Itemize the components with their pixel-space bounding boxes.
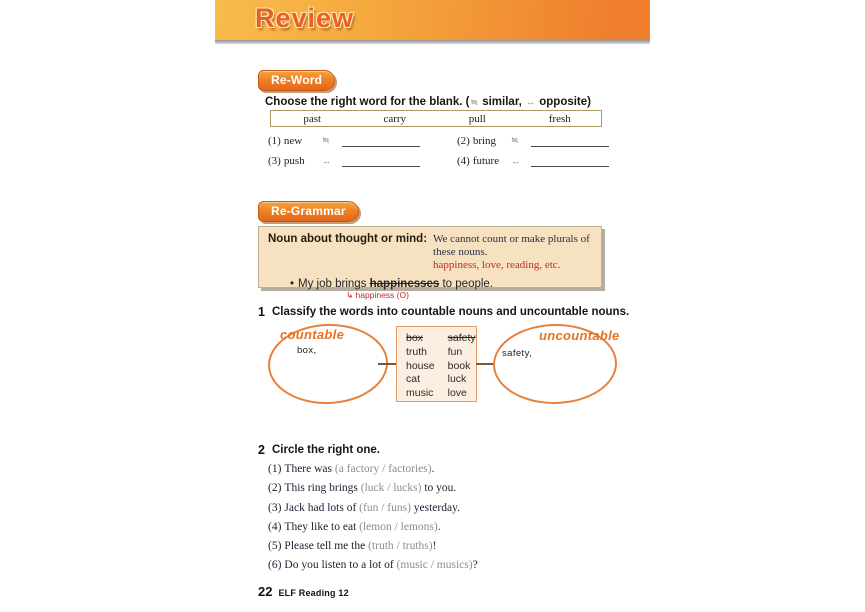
classify-diagram (268, 322, 620, 410)
diagram-word-crossed: box (406, 332, 423, 344)
question-text: There was (284, 463, 335, 475)
question-text: Jack had lots of (284, 501, 360, 514)
item-number: (4) (457, 155, 470, 167)
question-options: (fun / funs) (359, 501, 411, 514)
question-text: This ring brings (284, 482, 361, 495)
question-line-3 (268, 499, 478, 518)
diagram-word: truth (406, 345, 428, 358)
grammar-correction (346, 291, 592, 300)
relation-symbol: ↔ (322, 156, 331, 166)
question-text: to you. (421, 482, 457, 495)
grammar-note-text: We cannot count or make plurals of these nouns. (433, 233, 590, 258)
connector-line-left (378, 363, 397, 365)
diagram-word: love (447, 387, 467, 400)
reword-instruction (265, 96, 591, 108)
question-text: ? (472, 559, 478, 572)
page-footer (258, 584, 349, 599)
question-line-5 (268, 537, 478, 556)
item-number: (3) (268, 155, 281, 167)
diagram-word: house (406, 359, 435, 372)
relation-symbol: ≒ (322, 135, 330, 145)
answer-blank (531, 134, 609, 147)
diagram-word: music (406, 387, 434, 400)
item-number: (2) (457, 135, 470, 147)
page-header-banner (215, 0, 650, 40)
diagram-word-crossed: safety (447, 332, 476, 344)
correction-arrow-icon: ↳ (346, 290, 354, 300)
answer-blank (342, 134, 420, 147)
question-text: . (431, 463, 435, 475)
book-title: ELF Reading 12 (278, 588, 349, 598)
connector-line-right (476, 363, 494, 365)
diagram-word-box (396, 326, 477, 402)
fill-item-4 (457, 153, 609, 167)
fill-item-label (457, 155, 509, 167)
relation-symbol: ↔ (511, 156, 520, 166)
fill-item-label (268, 155, 320, 167)
activity2-number: 2 (258, 443, 265, 457)
answer-blank (531, 154, 609, 167)
question-text: ! (432, 540, 437, 553)
uncountable-written-answer: safety, (502, 348, 533, 359)
opposite-label: opposite) (536, 96, 591, 108)
example-post: to people. (439, 278, 494, 290)
diagram-word: luck (447, 373, 467, 386)
item-word: push (283, 155, 305, 167)
diagram-word: book (447, 359, 471, 372)
question-number: (4) (268, 520, 282, 533)
reword-section-badge: Re-Word (258, 70, 335, 91)
item-number: (1) (268, 135, 281, 147)
item-word: bring (472, 135, 497, 147)
question-options: (lemon / lemons) (359, 520, 438, 533)
question-options: (a factory / factories) (334, 463, 432, 475)
question-number: (2) (268, 482, 282, 495)
diagram-word: fun (447, 345, 463, 358)
activity1-title: Classify the words into countable nouns and uncountable nouns. (272, 306, 630, 318)
question-options: (music / musics) (396, 559, 473, 572)
question-number: (1) (268, 463, 282, 475)
question-text: yesterday. (410, 501, 460, 514)
bullet-icon: • (290, 278, 295, 290)
worksheet-page (215, 0, 650, 612)
grammar-note-body (433, 233, 592, 272)
question-number: (6) (268, 559, 282, 572)
grammar-note-box (258, 226, 602, 300)
question-number: (3) (268, 501, 282, 514)
answer-blank (342, 154, 420, 167)
question-options: (truth / truths) (368, 540, 433, 553)
countable-label: countable (280, 327, 345, 342)
fill-item-1 (268, 133, 457, 147)
countable-written-answer: box, (297, 345, 317, 356)
activity2-items (268, 460, 478, 576)
question-text: They like to eat (284, 520, 360, 533)
grammar-note-examples: happiness, love, reading, etc. (433, 259, 561, 271)
page-number: 22 (258, 584, 273, 599)
word-bank-word: past (303, 112, 322, 125)
similar-symbol: ≒ (470, 97, 479, 107)
question-line-2 (268, 479, 478, 498)
activity1-header (258, 305, 629, 319)
grammar-note (268, 233, 592, 272)
item-word: new (283, 135, 303, 147)
diagram-word: cat (406, 373, 421, 386)
uncountable-label: uncountable (539, 328, 620, 343)
question-text: Please tell me the (284, 540, 369, 553)
item-word: future (472, 155, 500, 167)
opposite-symbol: ↔ (526, 97, 536, 107)
word-bank-box (270, 110, 602, 127)
similar-label: similar, (479, 96, 526, 108)
word-column-1 (406, 332, 435, 401)
question-line-4 (268, 518, 478, 537)
word-bank-word: carry (383, 112, 407, 125)
question-line-6 (268, 556, 478, 575)
fill-item-3 (268, 153, 457, 167)
reword-instruction-text: Choose the right word for the blank. ( (265, 96, 470, 108)
example-wrong-word: happinesses (369, 278, 440, 290)
fill-item-label (457, 135, 509, 147)
word-bank-word: pull (468, 112, 486, 125)
word-column-2 (448, 332, 476, 401)
word-bank-word: fresh (548, 112, 571, 125)
relation-symbol: ≒ (511, 135, 519, 145)
fill-item-label (268, 135, 320, 147)
question-options: (luck / lucks) (360, 482, 422, 495)
example-pre: My job brings (298, 278, 370, 290)
activity2-header (258, 443, 380, 457)
grammar-note-label: Noun about thought or mind: (268, 233, 428, 245)
correction-text: happiness (O) (355, 290, 409, 300)
question-number: (5) (268, 540, 282, 553)
question-text: . (437, 520, 441, 533)
activity1-number: 1 (258, 305, 265, 319)
regrammar-section-badge: Re-Grammar (258, 201, 359, 222)
grammar-example-sentence (290, 278, 592, 290)
fill-item-2 (457, 133, 609, 147)
reword-items (268, 133, 602, 167)
page-title: Review (255, 3, 355, 33)
activity2-title: Circle the right one. (272, 444, 380, 456)
question-text: Do you listen to a lot of (284, 559, 397, 572)
question-line-1 (268, 460, 478, 479)
